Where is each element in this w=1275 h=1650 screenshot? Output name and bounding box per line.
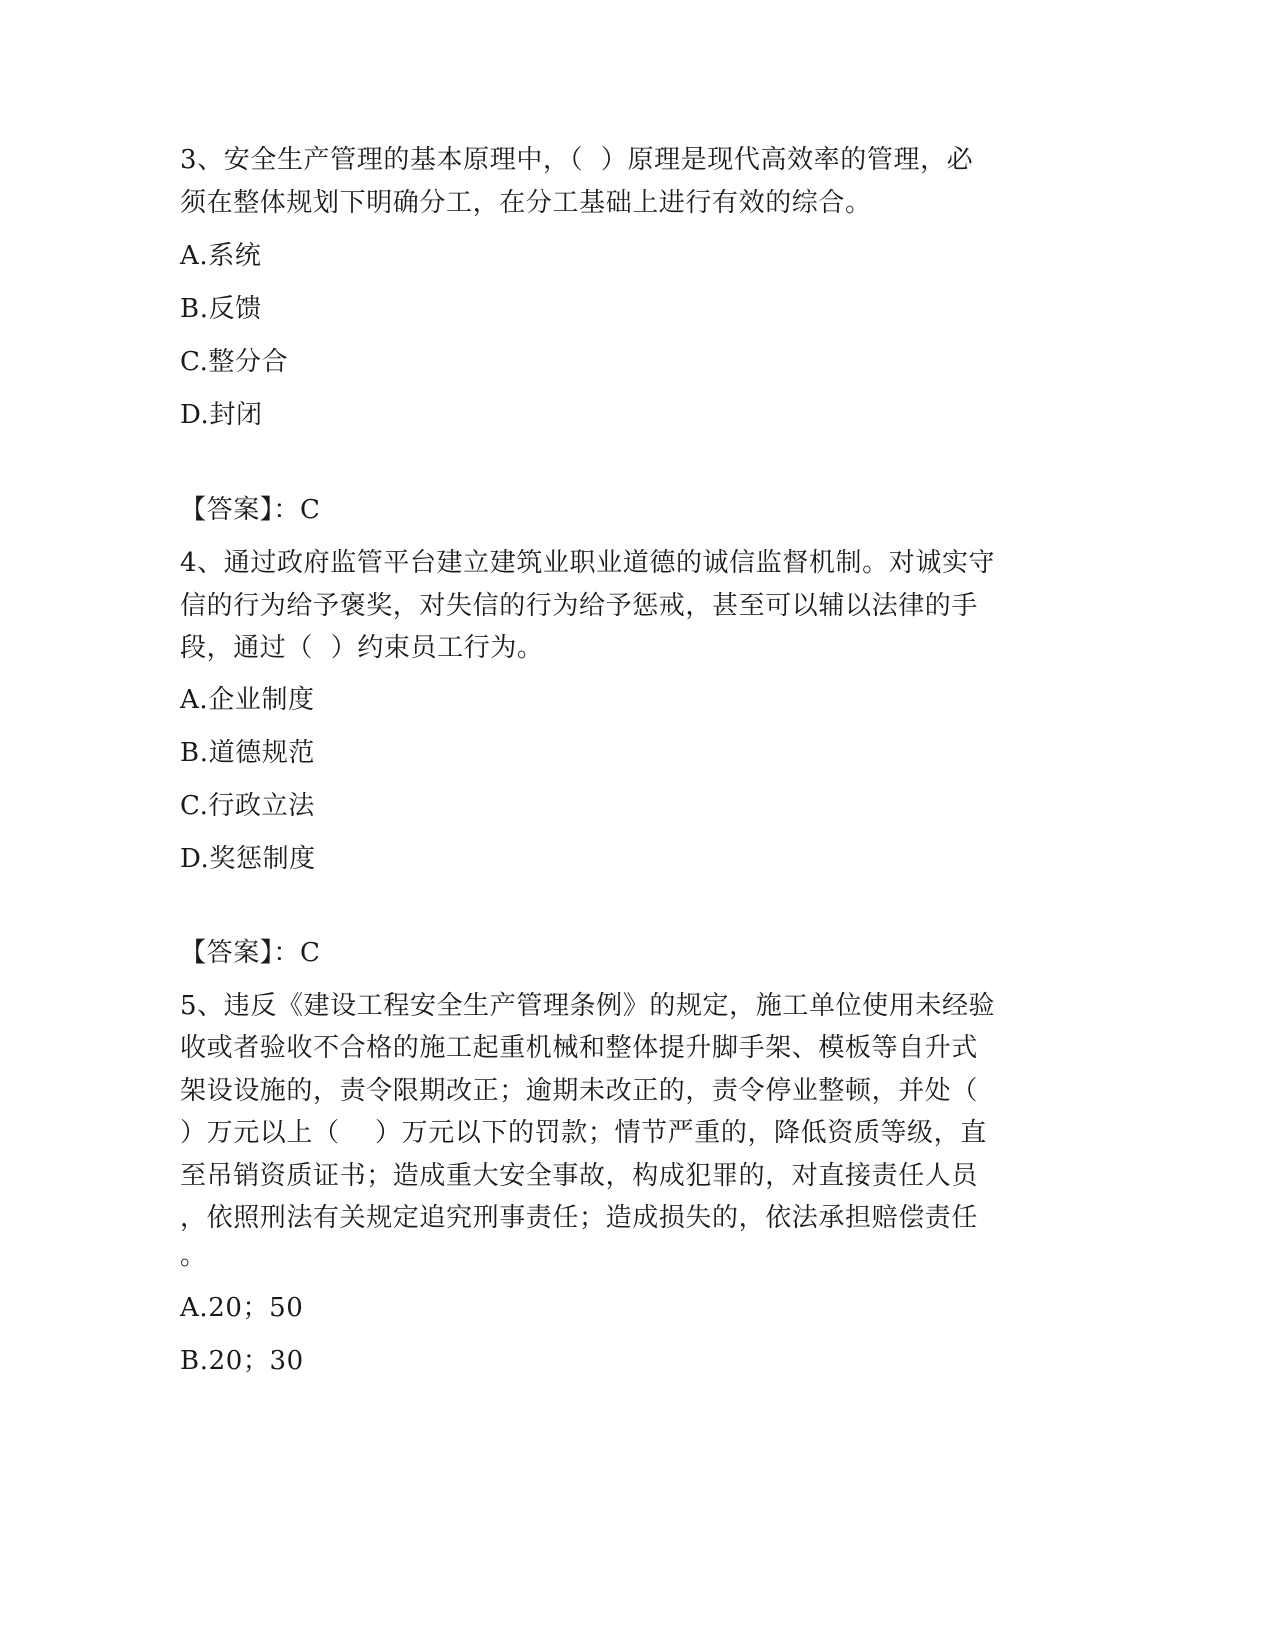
question-4-option-d: D.奖惩制度 <box>180 844 316 874</box>
question-5-stem-line-5: 至吊销资质证书；造成重大安全事故，构成犯罪的，对直接责任人员 <box>180 1161 979 1191</box>
question-5-option-a: A.20；50 <box>180 1293 304 1323</box>
question-4-answer: 【答案】：C <box>180 938 321 968</box>
question-4-option-c: C.行政立法 <box>180 791 315 821</box>
question-5-stem-line-2: 收或者验收不合格的施工起重机械和整体提升脚手架、模板等自升式 <box>180 1033 979 1063</box>
question-5-stem-line-3: 架设设施的，责令限期改正；逾期未改正的，责令停业整顿，并处（ <box>180 1076 979 1106</box>
question-3-stem-line-1: 3、安全生产管理的基本原理中，（ ）原理是现代高效率的管理，必 <box>180 145 974 175</box>
question-4-stem-line-1: 4、通过政府监管平台建立建筑业职业道德的诚信监督机制。对诚实守 <box>180 548 996 578</box>
question-3-answer: 【答案】：C <box>180 495 321 525</box>
question-4-option-a: A.企业制度 <box>180 685 315 715</box>
question-3-stem-line-2: 须在整体规划下明确分工，在分工基础上进行有效的综合。 <box>180 188 872 218</box>
question-3-option-a: A.系统 <box>180 241 262 271</box>
question-3-option-c: C.整分合 <box>180 347 289 377</box>
question-3-option-d: D.封闭 <box>180 400 263 430</box>
question-4-stem-line-3: 段，通过（ ）约束员工行为。 <box>180 633 544 663</box>
question-5-stem-line-1: 5、违反《建设工程安全生产管理条例》的规定，施工单位使用未经验 <box>180 991 996 1021</box>
question-5-stem-line-4: ）万元以上（ ）万元以下的罚款；情节严重的，降低资质等级，直 <box>180 1118 987 1148</box>
question-5-stem-line-6: ，依照刑法有关规定追究刑事责任；造成损失的，依法承担赔偿责任 <box>180 1203 979 1233</box>
question-5-option-b: B.20；30 <box>180 1346 304 1376</box>
question-3-option-b: B.反馈 <box>180 294 262 324</box>
question-4-stem-line-2: 信的行为给予褒奖，对失信的行为给予惩戒，甚至可以辅以法律的手 <box>180 591 979 621</box>
question-4-option-b: B.道德规范 <box>180 738 315 768</box>
question-5-stem-line-7: 。 <box>180 1241 207 1271</box>
